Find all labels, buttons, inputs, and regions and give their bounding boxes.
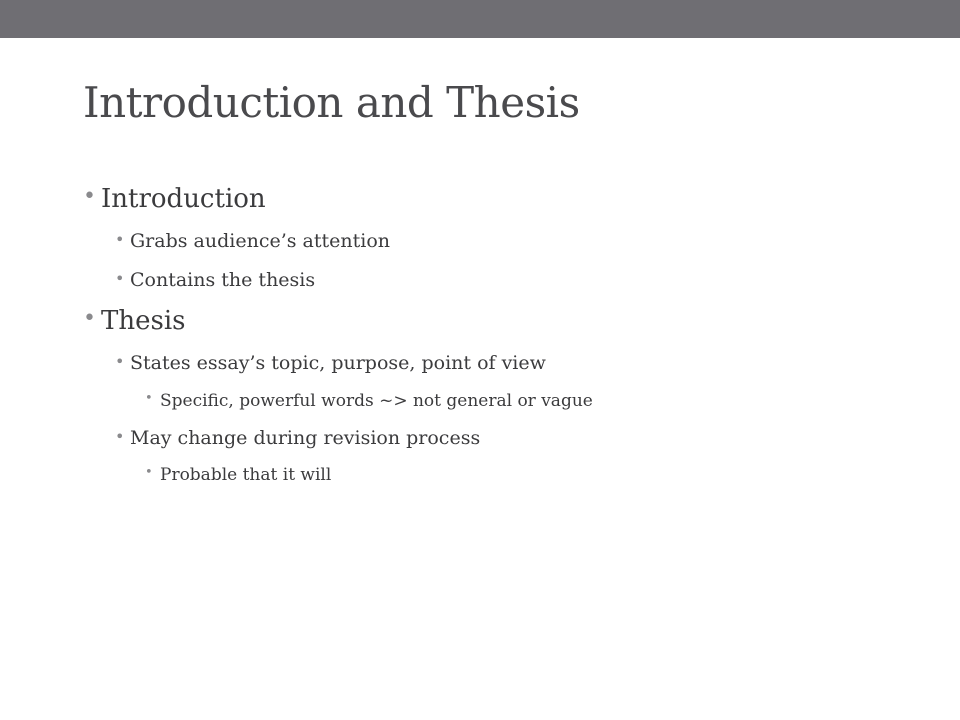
bullet-probable xyxy=(145,465,332,485)
bullet-grabs-attention xyxy=(115,230,391,252)
bullet-text: Thesis xyxy=(101,306,186,336)
bullet-may-change xyxy=(115,427,481,449)
bullet-dot-icon: • xyxy=(145,465,153,480)
bullet-dot-icon: • xyxy=(115,230,125,249)
bullet-dot-icon: • xyxy=(115,269,125,288)
top-color-band xyxy=(0,0,960,38)
bullet-text: May change during revision process xyxy=(130,427,481,449)
bullet-dot-icon: • xyxy=(83,184,96,209)
bullet-dot-icon: • xyxy=(115,352,125,371)
bullet-introduction xyxy=(83,184,266,214)
bullet-dot-icon: • xyxy=(83,306,96,331)
bullet-dot-icon: • xyxy=(145,391,153,406)
bullet-dot-icon: • xyxy=(115,427,125,446)
bullet-text: Grabs audience’s attention xyxy=(130,230,391,252)
bullet-text: Specific, powerful words ~> not general or vague xyxy=(160,391,593,411)
bullet-contains-thesis xyxy=(115,269,316,291)
bullet-text: Contains the thesis xyxy=(130,269,316,291)
slide-title: Introduction and Thesis xyxy=(83,78,580,127)
bullet-text: Introduction xyxy=(101,184,266,214)
bullet-thesis xyxy=(83,306,186,336)
bullet-specific-words xyxy=(145,391,593,411)
bullet-text: Probable that it will xyxy=(160,465,332,485)
bullet-states-topic xyxy=(115,352,546,374)
bullet-text: States essay’s topic, purpose, point of view xyxy=(130,352,546,374)
